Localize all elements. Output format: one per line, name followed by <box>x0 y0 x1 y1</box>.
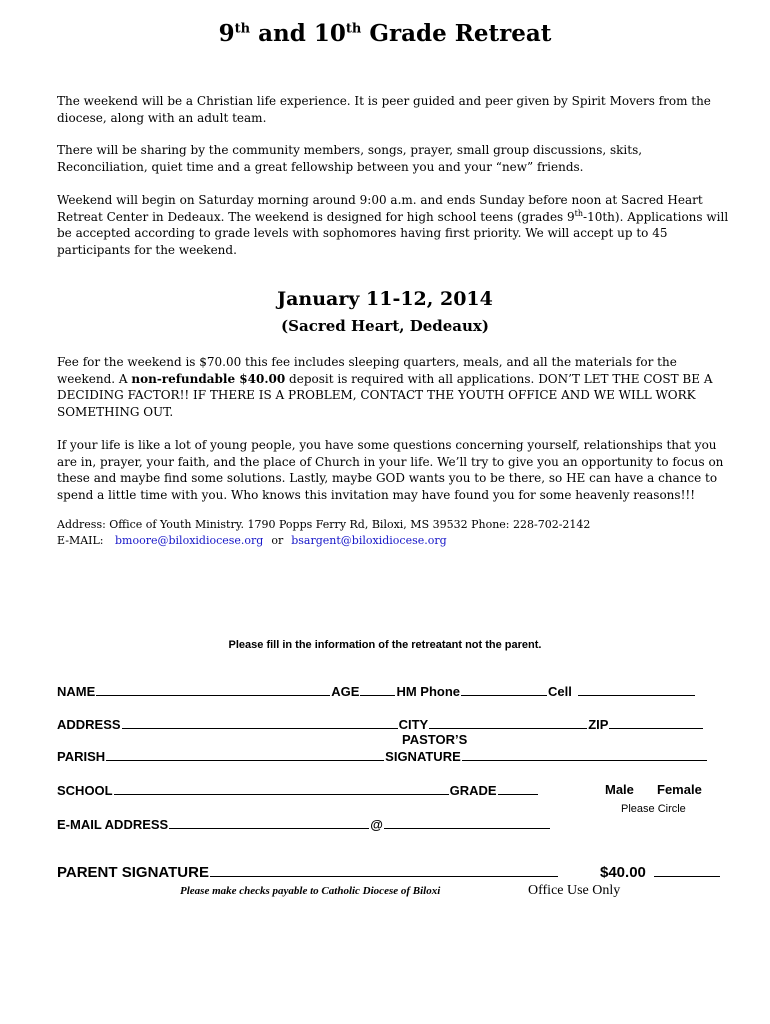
parent-signature-label: PARENT SIGNATURE <box>57 864 209 881</box>
cell-label: Cell <box>548 684 572 699</box>
name-row <box>57 683 696 699</box>
email-link-bmoore[interactable]: bmoore@biloxidiocese.org <box>115 534 264 547</box>
email-link-bsargent[interactable]: bsargent@biloxidiocese.org <box>291 534 447 547</box>
activities-paragraph: There will be sharing by the community members, songs, prayer, small group discussions, skits, Reconciliation, quiet time and a great fellowship between you and your “new” friends. <box>57 143 643 174</box>
page-title <box>0 20 770 47</box>
invitation-paragraph: If your life is like a lot of young people, you have some questions concerning yourself, relationships that you are in, prayer, your faith, and the place of Church in your life. We’ll try to give you an opportunity to focus on these and maybe find some solutions. Lastly, maybe GOD wants you to be there, so HE can have a chance to spend a little time with you. Who knows this invitation may have found you for some heavenly reasons!!! <box>57 438 724 502</box>
parish-field[interactable] <box>106 748 384 761</box>
age-label: AGE <box>331 684 360 699</box>
parish-row <box>57 748 708 764</box>
intro-paragraph: The weekend will be a Christian life experience. It is peer guided and peer given by Spirit Movers from the diocese, along with an adult team. <box>57 94 711 125</box>
email-address-label: E-MAIL ADDRESS <box>57 817 169 832</box>
title-superscript: th <box>345 21 362 37</box>
name-label: NAME <box>57 684 96 699</box>
city-field[interactable] <box>429 716 587 729</box>
zip-label: ZIP <box>588 717 609 732</box>
fee-text: Fee for the weekend is $70.00 this fee includes sleeping quarters, meals, and all the materials for the weekend. A <box>57 355 677 386</box>
title-part: and 10 <box>250 20 346 47</box>
address-row <box>57 716 704 732</box>
schedule-paragraph <box>57 192 729 258</box>
signature-label: SIGNATURE <box>385 749 461 764</box>
hm-phone-label: HM Phone <box>396 684 461 699</box>
pastors-label: PASTOR’S <box>402 732 468 747</box>
schedule-text-continued: -10th). Applications will be accepted according to grade levels with sophomores having first priority. We will accept up to 45 participants for the weekend. <box>57 209 729 257</box>
pastor-signature-field[interactable] <box>462 748 707 761</box>
email-or: or <box>271 534 284 547</box>
office-use-label: Office Use Only <box>528 883 621 898</box>
email-user-field[interactable] <box>169 816 369 829</box>
name-field[interactable] <box>96 683 330 696</box>
title-superscript: th <box>234 21 251 37</box>
fee-paragraph <box>57 354 729 420</box>
checks-payable-note: Please make checks payable to Catholic Diocese of Biloxi <box>180 885 441 897</box>
email-label: E-MAIL: <box>57 534 104 547</box>
male-option[interactable]: Male <box>605 782 634 797</box>
grade-field[interactable] <box>498 782 538 795</box>
address-field[interactable] <box>122 716 398 729</box>
parent-signature-field[interactable] <box>210 862 558 877</box>
schedule-text: Weekend will begin on Saturday morning around 9:00 a.m. and ends Sunday before noon at Sacred Heart Retreat Center in Dedeaux. The weekend is designed for high school teens (grades 9 <box>57 193 703 224</box>
city-label: CITY <box>398 717 429 732</box>
email-contacts <box>57 533 455 549</box>
event-date: January 11-12, 2014 <box>277 288 493 310</box>
school-label: SCHOOL <box>57 783 113 798</box>
please-circle-note: Please Circle <box>621 803 686 815</box>
school-field[interactable] <box>114 782 449 795</box>
parent-signature-row <box>57 862 559 881</box>
deposit-row <box>600 862 721 881</box>
parish-label: PARISH <box>57 749 106 764</box>
school-row <box>57 782 539 798</box>
office-address: Address: Office of Youth Ministry. 1790 Popps Ferry Rd, Biloxi, MS 39532 Phone: 228-702-2142 <box>57 518 591 531</box>
cell-field[interactable] <box>578 683 695 696</box>
fee-text-continued: deposit is required with all applications. DON’T LET THE COST BE A DECIDING FACTOR!! IF THERE IS A PROBLEM, CONTACT THE YOUTH OFFICE AND WE WILL WORK SOMETHING OUT. <box>57 371 713 419</box>
grade-label: GRADE <box>449 783 497 798</box>
email-row <box>57 816 551 832</box>
zip-field[interactable] <box>609 716 703 729</box>
event-location: (Sacred Heart, Dedeaux) <box>281 317 489 335</box>
address-label: ADDRESS <box>57 717 121 732</box>
deposit-highlight: non-refundable $40.00 <box>131 371 286 386</box>
deposit-amount: $40.00 <box>600 864 646 881</box>
form-instruction: Please fill in the information of the retreatant not the parent. <box>228 639 542 651</box>
age-field[interactable] <box>360 683 395 696</box>
office-use-field[interactable] <box>654 862 720 877</box>
hm-phone-field[interactable] <box>461 683 547 696</box>
grade-superscript: th <box>574 208 584 218</box>
female-option[interactable]: Female <box>657 782 702 797</box>
title-part: 9 <box>218 20 235 47</box>
email-domain-field[interactable] <box>384 816 550 829</box>
at-sign: @ <box>370 817 383 832</box>
title-part: Grade Retreat <box>361 20 552 47</box>
